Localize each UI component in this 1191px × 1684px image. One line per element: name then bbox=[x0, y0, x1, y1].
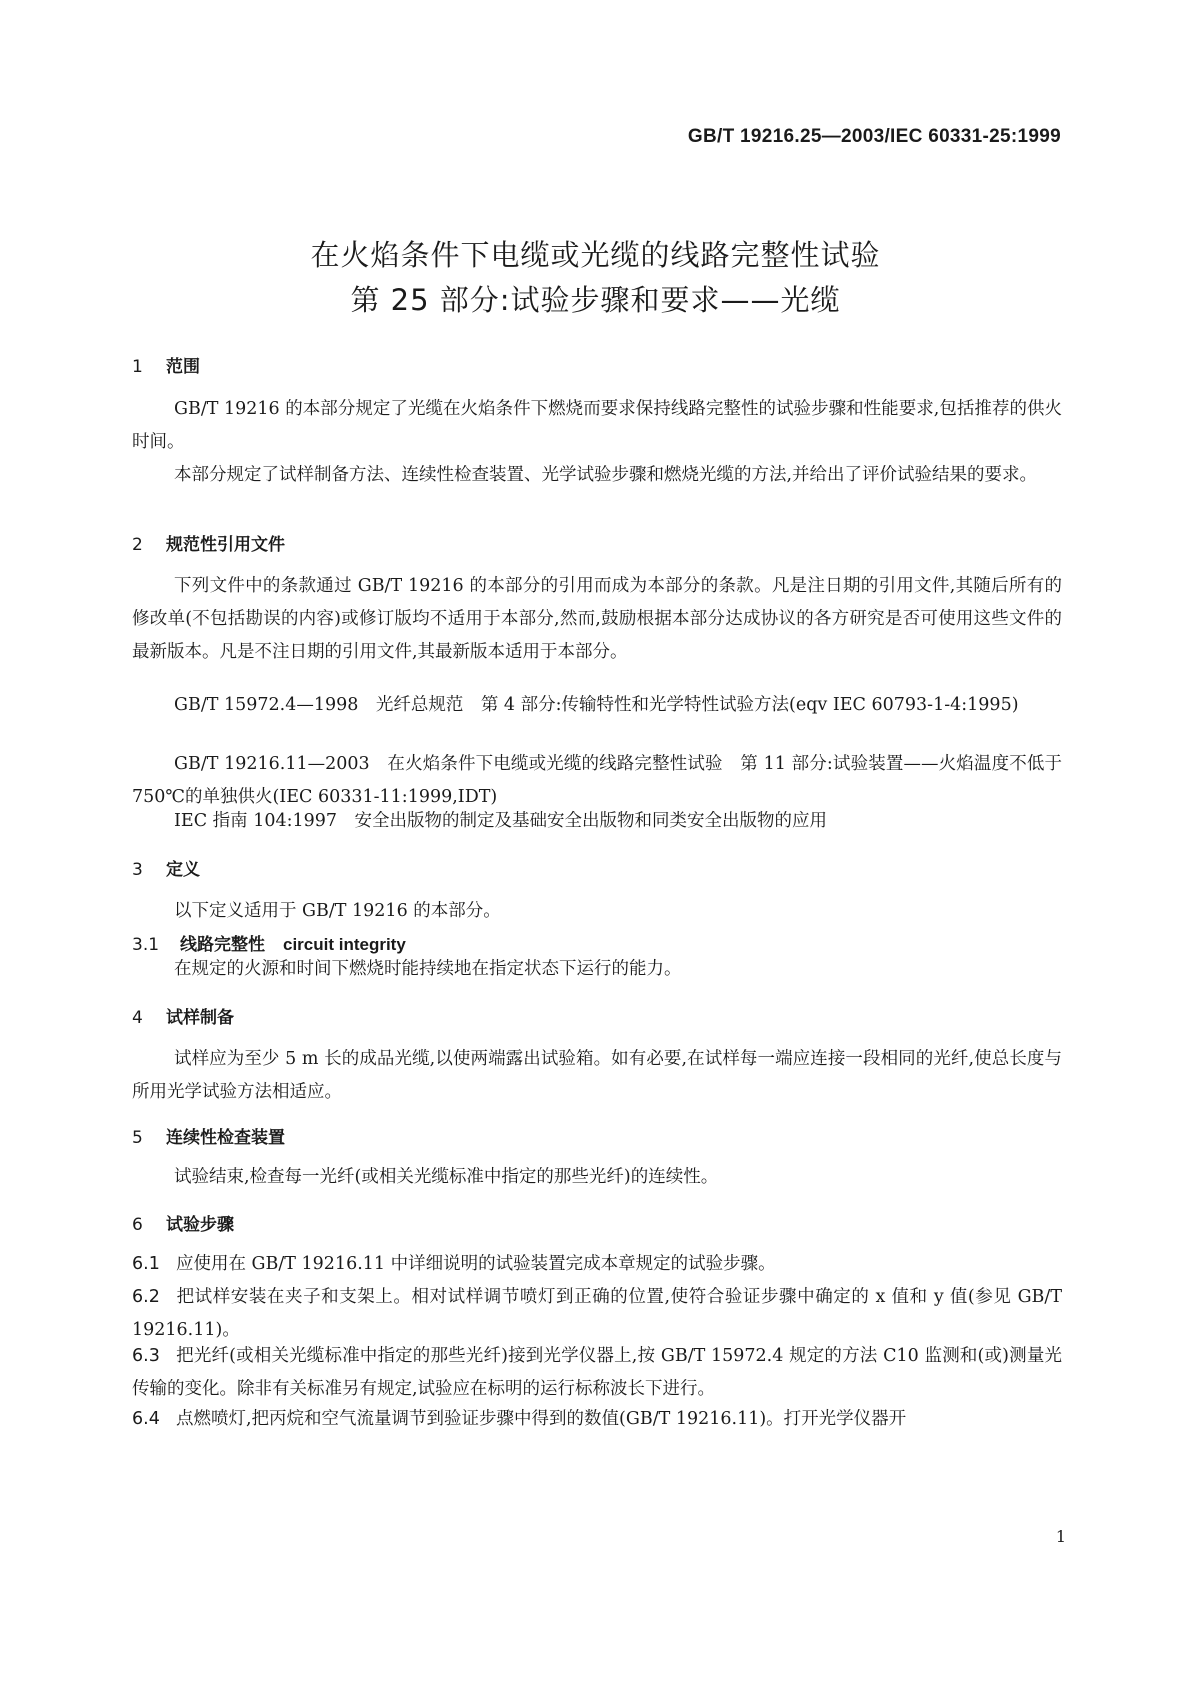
section-3-heading bbox=[132, 855, 200, 880]
section-5-paragraph: 试验结束,检查每一光纤(或相关光缆标准中指定的那些光纤)的连续性。 bbox=[174, 1167, 719, 1187]
section-2-intro: 下列文件中的条款通过 GB/T 19216 的本部分的引用而成为本部分的条款。凡是注日期的引用文件,其随后所有的修改单(不包括勘误的内容)或修订版均不适用于本部分,然而,鼓励根据本部分达成协议的各方研究是否可使用这些文件的最新版本。凡是不注日期的引用文件,其最新版本适用于本部分。 bbox=[132, 576, 1062, 662]
subsection-number: 3.1 bbox=[132, 935, 160, 955]
section-number: 3 bbox=[132, 860, 143, 880]
step-text: 点燃喷灯,把丙烷和空气流量调节到验证步骤中得到的数值(GB/T 19216.11)。打开光学仪器开 bbox=[176, 1409, 907, 1429]
section-2-heading bbox=[132, 530, 285, 555]
section-4-heading bbox=[132, 1003, 234, 1028]
section-number: 1 bbox=[132, 357, 143, 377]
document-title-line1: 在火焰条件下电缆或光缆的线路完整性试验 bbox=[310, 238, 881, 272]
section-title: 试样制备 bbox=[166, 1008, 234, 1028]
section-title: 规范性引用文件 bbox=[166, 535, 285, 555]
section-number: 2 bbox=[132, 535, 143, 555]
section-number: 5 bbox=[132, 1128, 143, 1148]
definition-text: 在规定的火源和时间下燃烧时能持续地在指定状态下运行的能力。 bbox=[174, 959, 682, 979]
term-zh: 线路完整性 bbox=[180, 935, 265, 955]
reference-item-2: GB/T 19216.11—2003 在火焰条件下电缆或光缆的线路完整性试验 第 11 部分:试验装置——火焰温度不低于 750℃的单独供火(IEC 60331-11:1999,IDT) bbox=[132, 754, 1062, 807]
step-text: 应使用在 GB/T 19216.11 中详细说明的试验装置完成本章规定的试验步骤。 bbox=[176, 1254, 776, 1274]
step-number: 6.3 bbox=[132, 1346, 160, 1366]
section-6-heading bbox=[132, 1210, 234, 1235]
section-title: 定义 bbox=[166, 860, 200, 880]
term-en: circuit integrity bbox=[283, 935, 406, 954]
section-1-heading bbox=[132, 352, 200, 377]
section-1-paragraph-2: 本部分规定了试样制备方法、连续性检查装置、光学试验步骤和燃烧光缆的方法,并给出了评价试验结果的要求。 bbox=[174, 465, 1038, 485]
step-text: 把光纤(或相关光缆标准中指定的那些光纤)接到光学仪器上,按 GB/T 15972.4 规定的方法 C10 监测和(或)测量光传输的变化。除非有关标准另有规定,试验应在标明的运行标称波长下进行。 bbox=[132, 1346, 1062, 1399]
section-title: 范围 bbox=[166, 357, 200, 377]
section-title: 试验步骤 bbox=[166, 1215, 234, 1235]
document-title-line2: 第 25 部分:试验步骤和要求——光缆 bbox=[350, 283, 841, 317]
section-4-paragraph: 试样应为至少 5 m 长的成品光缆,以使两端露出试验箱。如有必要,在试样每一端应连接一段相同的光纤,使总长度与所用光学试验方法相适应。 bbox=[132, 1049, 1062, 1102]
section-5-heading bbox=[132, 1123, 285, 1148]
section-number: 4 bbox=[132, 1008, 143, 1028]
section-3-intro: 以下定义适用于 GB/T 19216 的本部分。 bbox=[174, 901, 501, 921]
step-number: 6.2 bbox=[132, 1287, 160, 1307]
page-number: 1 bbox=[1055, 1527, 1066, 1546]
step-number: 6.4 bbox=[132, 1409, 160, 1429]
step-6-4 bbox=[132, 1403, 1062, 1436]
step-6-1 bbox=[132, 1248, 1062, 1281]
section-number: 6 bbox=[132, 1215, 143, 1235]
reference-item-1: GB/T 15972.4—1998 光纤总规范 第 4 部分:传输特性和光学特性试验方法(eqv IEC 60793-1-4:1995) bbox=[174, 695, 1019, 715]
step-number: 6.1 bbox=[132, 1254, 160, 1274]
standard-code: GB/T 19216.25—2003/IEC 60331-25:1999 bbox=[687, 126, 1061, 147]
step-6-3 bbox=[132, 1340, 1062, 1406]
section-1-paragraph-1: GB/T 19216 的本部分规定了光缆在火焰条件下燃烧而要求保持线路完整性的试验步骤和性能要求,包括推荐的供火时间。 bbox=[132, 399, 1062, 452]
step-6-2 bbox=[132, 1281, 1062, 1347]
subsection-3-1-heading bbox=[132, 930, 406, 955]
step-text: 把试样安装在夹子和支架上。相对试样调节喷灯到正确的位置,使符合验证步骤中确定的 x 值和 y 值(参见 GB/T 19216.11)。 bbox=[132, 1287, 1062, 1340]
reference-item-3: IEC 指南 104:1997 安全出版物的制定及基础安全出版物和同类安全出版物的应用 bbox=[174, 811, 828, 831]
section-title: 连续性检查装置 bbox=[166, 1128, 285, 1148]
